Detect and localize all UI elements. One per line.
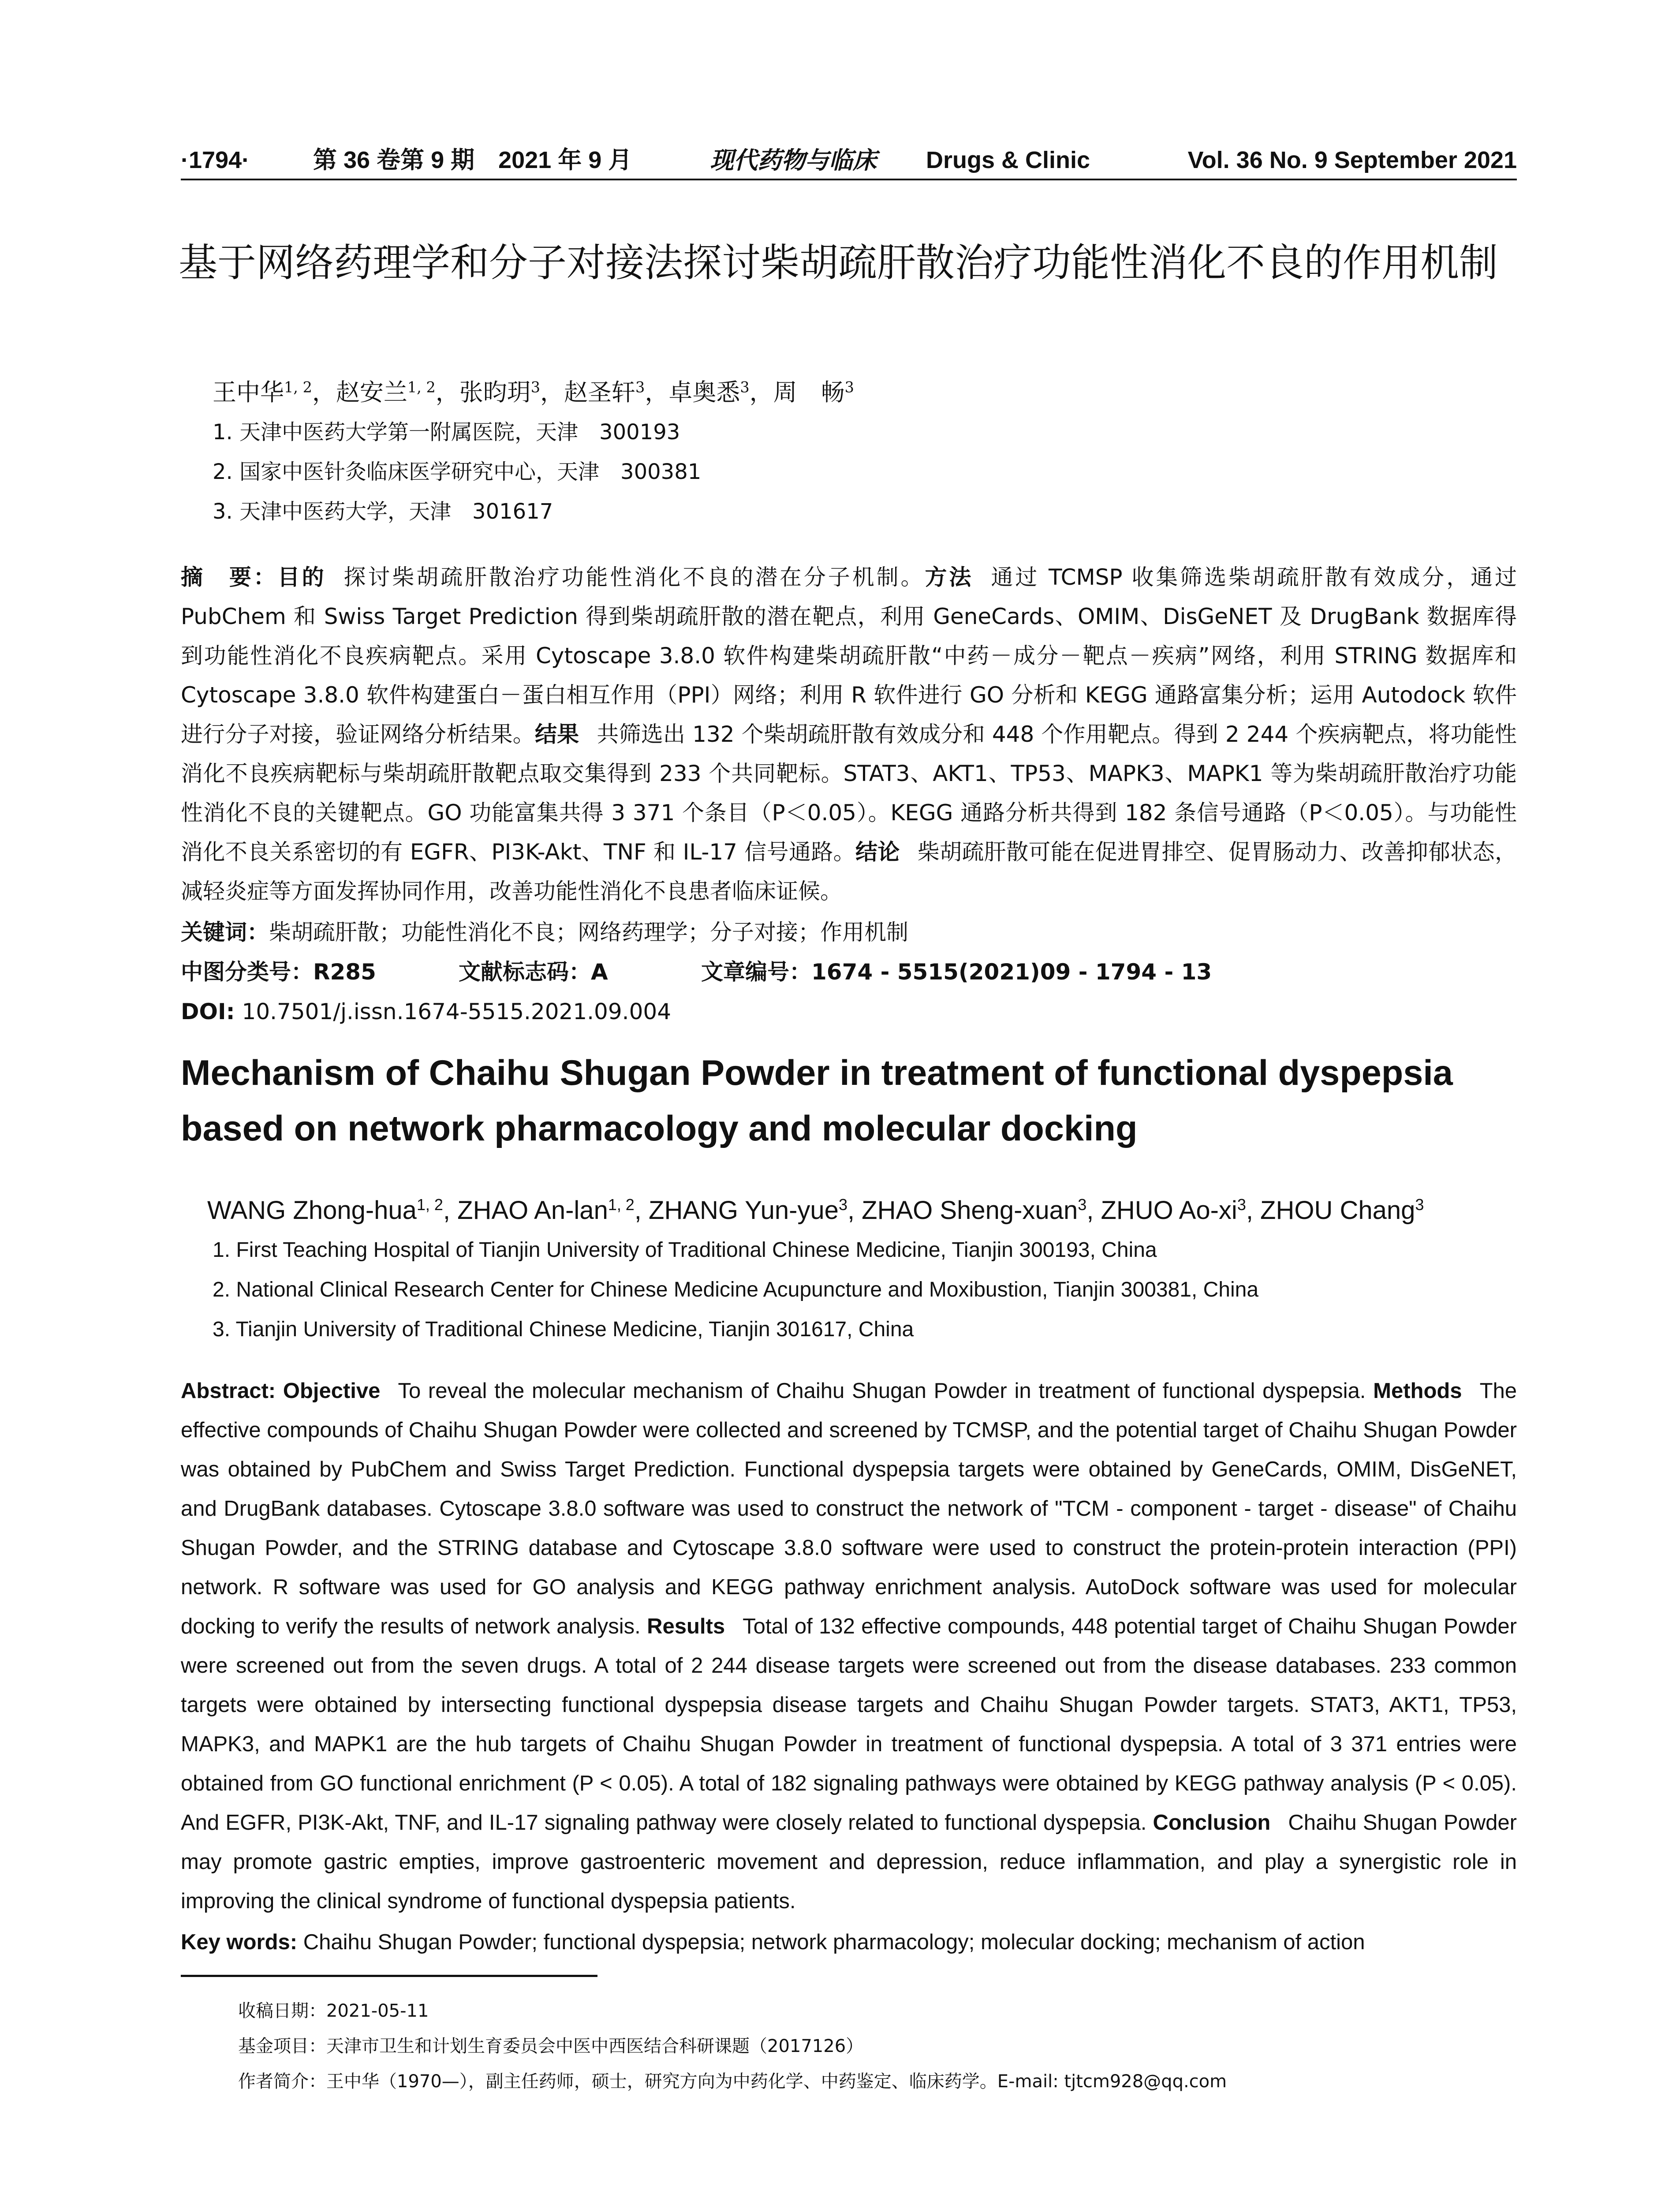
author-separator: , (1246, 1196, 1261, 1225)
author-separator: ， (645, 378, 669, 406)
page-number: ·1794· (181, 147, 250, 173)
footnote-funding: 基金项目：天津市卫生和计划生育委员会中医中西医结合科研课题（2017126） (238, 2036, 864, 2056)
conclusion-text: 柴胡疏肝散可能在促进胃排空、促胃肠动力、改善抑郁状态，减轻炎症等方面发挥协同作用，改善功能性消化不良患者临床证候。 (181, 839, 1517, 904)
results-label: 结果 (534, 721, 579, 747)
author-cn: 张昀玥$^3$ (459, 378, 541, 406)
author-cn: 赵安兰$^{1, 2}$ (336, 378, 436, 406)
document-code: 文献标志码：A (459, 959, 608, 985)
author-separator: , (634, 1196, 649, 1225)
article-number: 文章编号：1674 - 5515(2021)09 - 1794 - 13 (701, 959, 1212, 985)
journal-name-en: Drugs & Clinic (926, 147, 1090, 173)
author-cn: 王中华$^{1, 2}$ (213, 378, 312, 406)
methods-text: 通过 TCMSP 收集筛选柴胡疏肝散有效成分，通过 PubChem 和 Swiss Target Prediction 得到柴胡疏肝散的潜在靶点，利用 GeneCards、OMIM、DisGeNET 及 DrugBank 数据库得到功能性消化不良疾病靶点。采用 Cytoscape 3.8.0 软件构建柴胡疏肝散“中药－成分－靶点－疾病”网络，利用 STRING 数据库和 Cytoscape 3.8.0 软件构建蛋白－蛋白相互作用（PPI）网络；利用 R 软件进行 GO 分析和 KEGG 通路富集分析；运用 Autodock 软件进行分子对接，验证网络分析结果。 (181, 564, 1517, 747)
author-cn: 赵圣轩$^3$ (564, 378, 645, 406)
author-separator: , (847, 1196, 862, 1225)
affiliation-en: 1. First Teaching Hospital of Tianjin University of Traditional Chinese Medicine, Tianjin 300193, China (213, 1238, 1157, 1262)
article-title-cn: 基于网络药理学和分子对接法探讨柴胡疏肝散治疗功能性消化不良的作用机制 (179, 240, 1498, 285)
abstract-label: 摘 要： (181, 564, 278, 590)
doi-label: DOI: (181, 999, 235, 1024)
objective-text: 探讨柴胡疏肝散治疗功能性消化不良的潜在分子机制。 (343, 564, 925, 590)
header-rule (181, 179, 1517, 180)
results-text: Total of 132 effective compounds, 448 potential target of Chaihu Shugan Powder were screened out from the seven drugs. A total of 2 244 disease targets were screened out from the disease databases. 233 common targets were obtained by intersecting functional dyspepsia disease targets and Chaihu Shugan Powder targets. STAT3, AKT1, TP53, MAPK3, and MAPK1 are the hub targets of Chaihu Shugan Powder in treatment of functional dyspepsia. A total of 3 371 entries were obtained from GO functional enrichment (P < 0.05). A total of 182 signaling pathways were obtained by KEGG pathway analysis (P < 0.05). And EGFR, PI3K-Akt, TNF, and IL-17 signaling pathway were closely related to functional dyspepsia. (181, 1615, 1517, 1835)
keywords-label: Key words: (181, 1930, 298, 1954)
author-separator: ， (312, 378, 336, 406)
volume-issue-en: Vol. 36 No. 9 September 2021 (1187, 147, 1517, 173)
conclusion-label: Conclusion (1153, 1811, 1271, 1835)
abstract-en (181, 1372, 1517, 1921)
doi-line (181, 992, 1517, 1031)
author-en: ZHAO An-lan$^{1, 2}$ (457, 1196, 635, 1225)
keywords-text: Chaihu Shugan Powder; functional dyspepsia; network pharmacology; molecular docking; mechanism of action (303, 1930, 1365, 1954)
journal-name-cn: 现代药物与临床 (710, 146, 877, 174)
abstract-cn (181, 558, 1517, 911)
keywords-label: 关键词： (181, 919, 269, 945)
objective-label: Objective (283, 1379, 381, 1403)
methods-text: The effective compounds of Chaihu Shugan Powder were collected and screened by TCMSP, and the potential target of Chaihu Shugan Powder was obtained by PubChem and Swiss Target Prediction. Functional dyspepsia targets were obtained by GeneCards, OMIM, DisGeNET, and DrugBank databases. Cytoscape 3.8.0 software was used to construct the network of "TCM - component - target - disease" of Chaihu Shugan Powder, and the STRING database and Cytoscape 3.8.0 software were used to construct the protein-protein interaction (PPI) network. R software was used for GO analysis and KEGG pathway enrichment analysis. AutoDock software was used for molecular docking to verify the results of network analysis. (181, 1379, 1517, 1638)
keywords-text: 柴胡疏肝散；功能性消化不良；网络药理学；分子对接；作用机制 (269, 919, 908, 945)
affiliation-en: 3. Tianjin University of Traditional Chinese Medicine, Tianjin 301617, China (213, 1318, 914, 1341)
methods-label: Methods (1373, 1379, 1462, 1403)
author-cn: 卓奥悉$^3$ (668, 378, 750, 406)
doi-value: 10.7501/j.issn.1674-5515.2021.09.004 (242, 999, 672, 1024)
volume-issue-cn: 第 36 卷第 9 期 2021 年 9 月 (313, 147, 632, 173)
affiliation-cn: 2. 国家中医针灸临床医学研究中心，天津 300381 (213, 460, 702, 484)
article-title-en: Mechanism of Chaihu Shugan Powder in treatment of functional dyspepsia based on network pharmacology and molecular docking (181, 1053, 1453, 1148)
results-text: 共筛选出 132 个柴胡疏肝散有效成分和 448 个作用靶点。得到 2 244 个疾病靶点，将功能性消化不良疾病靶标与柴胡疏肝散靶点取交集得到 233 个共同靶标。STAT3、AKT1、TP53、MAPK3、MAPK1 等为柴胡疏肝散治疗功能性消化不良的关键靶点。GO 功能富集共得 3 371 个条目（P＜0.05）。KEGG 通路分析共得到 182 条信号通路（P＜0.05）。与功能性消化不良关系密切的有 EGFR、PI3K-Akt、TNF 和 IL-17 信号通路。 (181, 721, 1517, 865)
running-header (181, 140, 1517, 180)
objective-label: 目的 (277, 564, 326, 590)
conclusion-label: 结论 (855, 839, 900, 865)
author-en: ZHUO $Ao-xi^3$ (1101, 1196, 1246, 1225)
author-en: WANG Zhong-hua$^{1, 2}$ (207, 1196, 443, 1225)
clc-number: 中图分类号：R285 (181, 959, 376, 985)
author-separator: ， (435, 378, 459, 406)
methods-label: 方法 (925, 564, 974, 590)
footnote-rule (181, 1975, 597, 1977)
objective-text: To reveal the molecular mechanism of Chaihu Shugan Powder in treatment of functional dyspepsia. (398, 1379, 1366, 1403)
affiliation-cn: 1. 天津中医药大学第一附属医院，天津 300193 (213, 420, 680, 445)
conclusion-text: Chaihu Shugan Powder may promote gastric empties, improve gastroenteric movement and depression, reduce inflammation, and play a synergistic role in improving the clinical syndrome of functional dyspepsia patients. (181, 1811, 1517, 1913)
author-separator: , (443, 1196, 458, 1225)
affiliation-cn: 3. 天津中医药大学，天津 301617 (213, 499, 553, 524)
author-separator: ， (540, 378, 564, 406)
affiliation-en: 2. National Clinical Research Center for Chinese Medicine Acupuncture and Moxibustion, Tianjin 300381, China (213, 1278, 1259, 1301)
author-cn: 周 畅$^3$ (773, 378, 854, 406)
author-separator: , (1086, 1196, 1101, 1225)
results-label: Results (647, 1615, 725, 1638)
footnote-received-date: 收稿日期：2021-05-11 (238, 2001, 429, 2021)
footnote-author-bio: 作者简介：王中华（1970—），副主任药师，硕士，研究方向为中药化学、中药鉴定、临床药学。E-mail: tjtcm928@qq.com (238, 2071, 1227, 2092)
keywords-cn (181, 913, 1517, 952)
author-en: ZHAO Sheng-xuan$^3$ (862, 1196, 1087, 1225)
author-en: ZHOU Chang$^3$ (1260, 1196, 1424, 1225)
author-en: ZHANG Yun-yue$^3$ (649, 1196, 847, 1225)
abstract-label: Abstract: (181, 1379, 276, 1403)
keywords-en (181, 1923, 1517, 1962)
author-separator: ， (749, 378, 773, 406)
author-list-cn (213, 375, 1513, 410)
author-list-en (207, 1191, 1517, 1230)
